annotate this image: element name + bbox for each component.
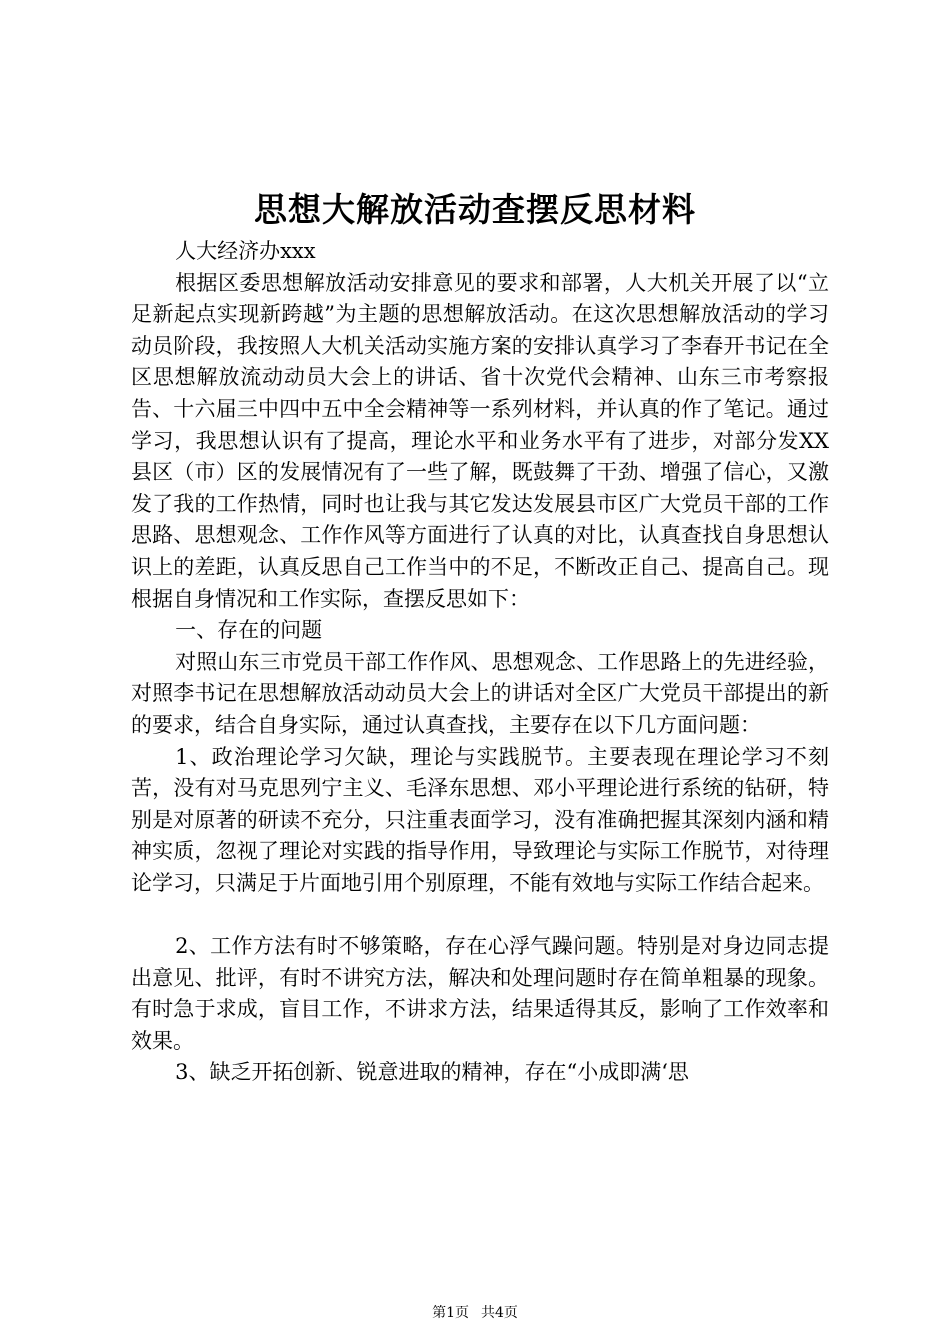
paragraph-comparison: 对照山东三市党员干部工作作风、思想观念、工作思路上的先进经验，对照李书记在思想解放活动动员大会上的讲话对全区广大党员干部提出的新的要求，结合自身实际，通过认真查找，主要存在以下几方面问题： [131,649,829,737]
section-heading-problems: 一、存在的问题 [175,618,323,643]
document-title: 思想大解放活动查摆反思材料 [254,190,696,229]
author-line: 人大经济办xxx [175,239,316,263]
paragraph-intro: 根据区委思想解放活动安排意见的要求和部署，人大机关开展了以“立足新起点实现新跨越”为主题的思想解放活动。在这次思想解放活动的学习动员阶段，我按照人大机关活动实施方案的安排认真学习了李春开书记在全区思想解放流动动员大会上的讲话、省十次党代会精神、山东三市考察报告、十六届三中四中五中全会精神等一系列材料，并认真的作了笔记。通过学习，我思想认识有了提高，理论水平和业务水平有了进步，对部分发XX县区（市）区的发展情况有了一些了解，既鼓舞了干劲、增强了信心，又激发了我的工作热情，同时也让我与其它发达发展县市区广大党员干部的工作思路、思想观念、工作作风等方面进行了认真的对比，认真查找自身思想认识上的差距，认真反思自己工作当中的不足，不断改正自己、提高自己。现根据自身情况和工作实际，查摆反思如下： [131,270,829,611]
page-footer [0,1303,950,1323]
blank-line [131,899,829,931]
document-body [131,236,829,1089]
page-number: 第1页 [432,1305,469,1321]
paragraph-problem-1: 1、政治理论学习欠缺，理论与实践脱节。主要表现在理论学习不刻苦，没有对马克思列宁主义、毛泽东思想、邓小平理论进行系统的钻研，特别是对原著的研读不充分，只注重表面学习，没有准确把握其深刻内涵和精神实质，忽视了理论对实践的指导作用，导致理论与实际工作脱节，对待理论学习，只满足于片面地引用个别原理，不能有效地与实际工作结合起来。 [131,744,829,895]
paragraph-problem-2: 2、工作方法有时不够策略，存在心浮气躁问题。特别是对身边同志提出意见、批评，有时不讲究方法，解决和处理问题时存在简单粗暴的现象。有时急于求成，盲目工作，不讲求方法，结果适得其反，影响了工作效率和效果。 [131,934,829,1053]
paragraph-problem-3: 3、缺乏开拓创新、锐意进取的精神，存在“小成即满‘思 [175,1060,689,1085]
page-total: 共4页 [481,1305,518,1321]
